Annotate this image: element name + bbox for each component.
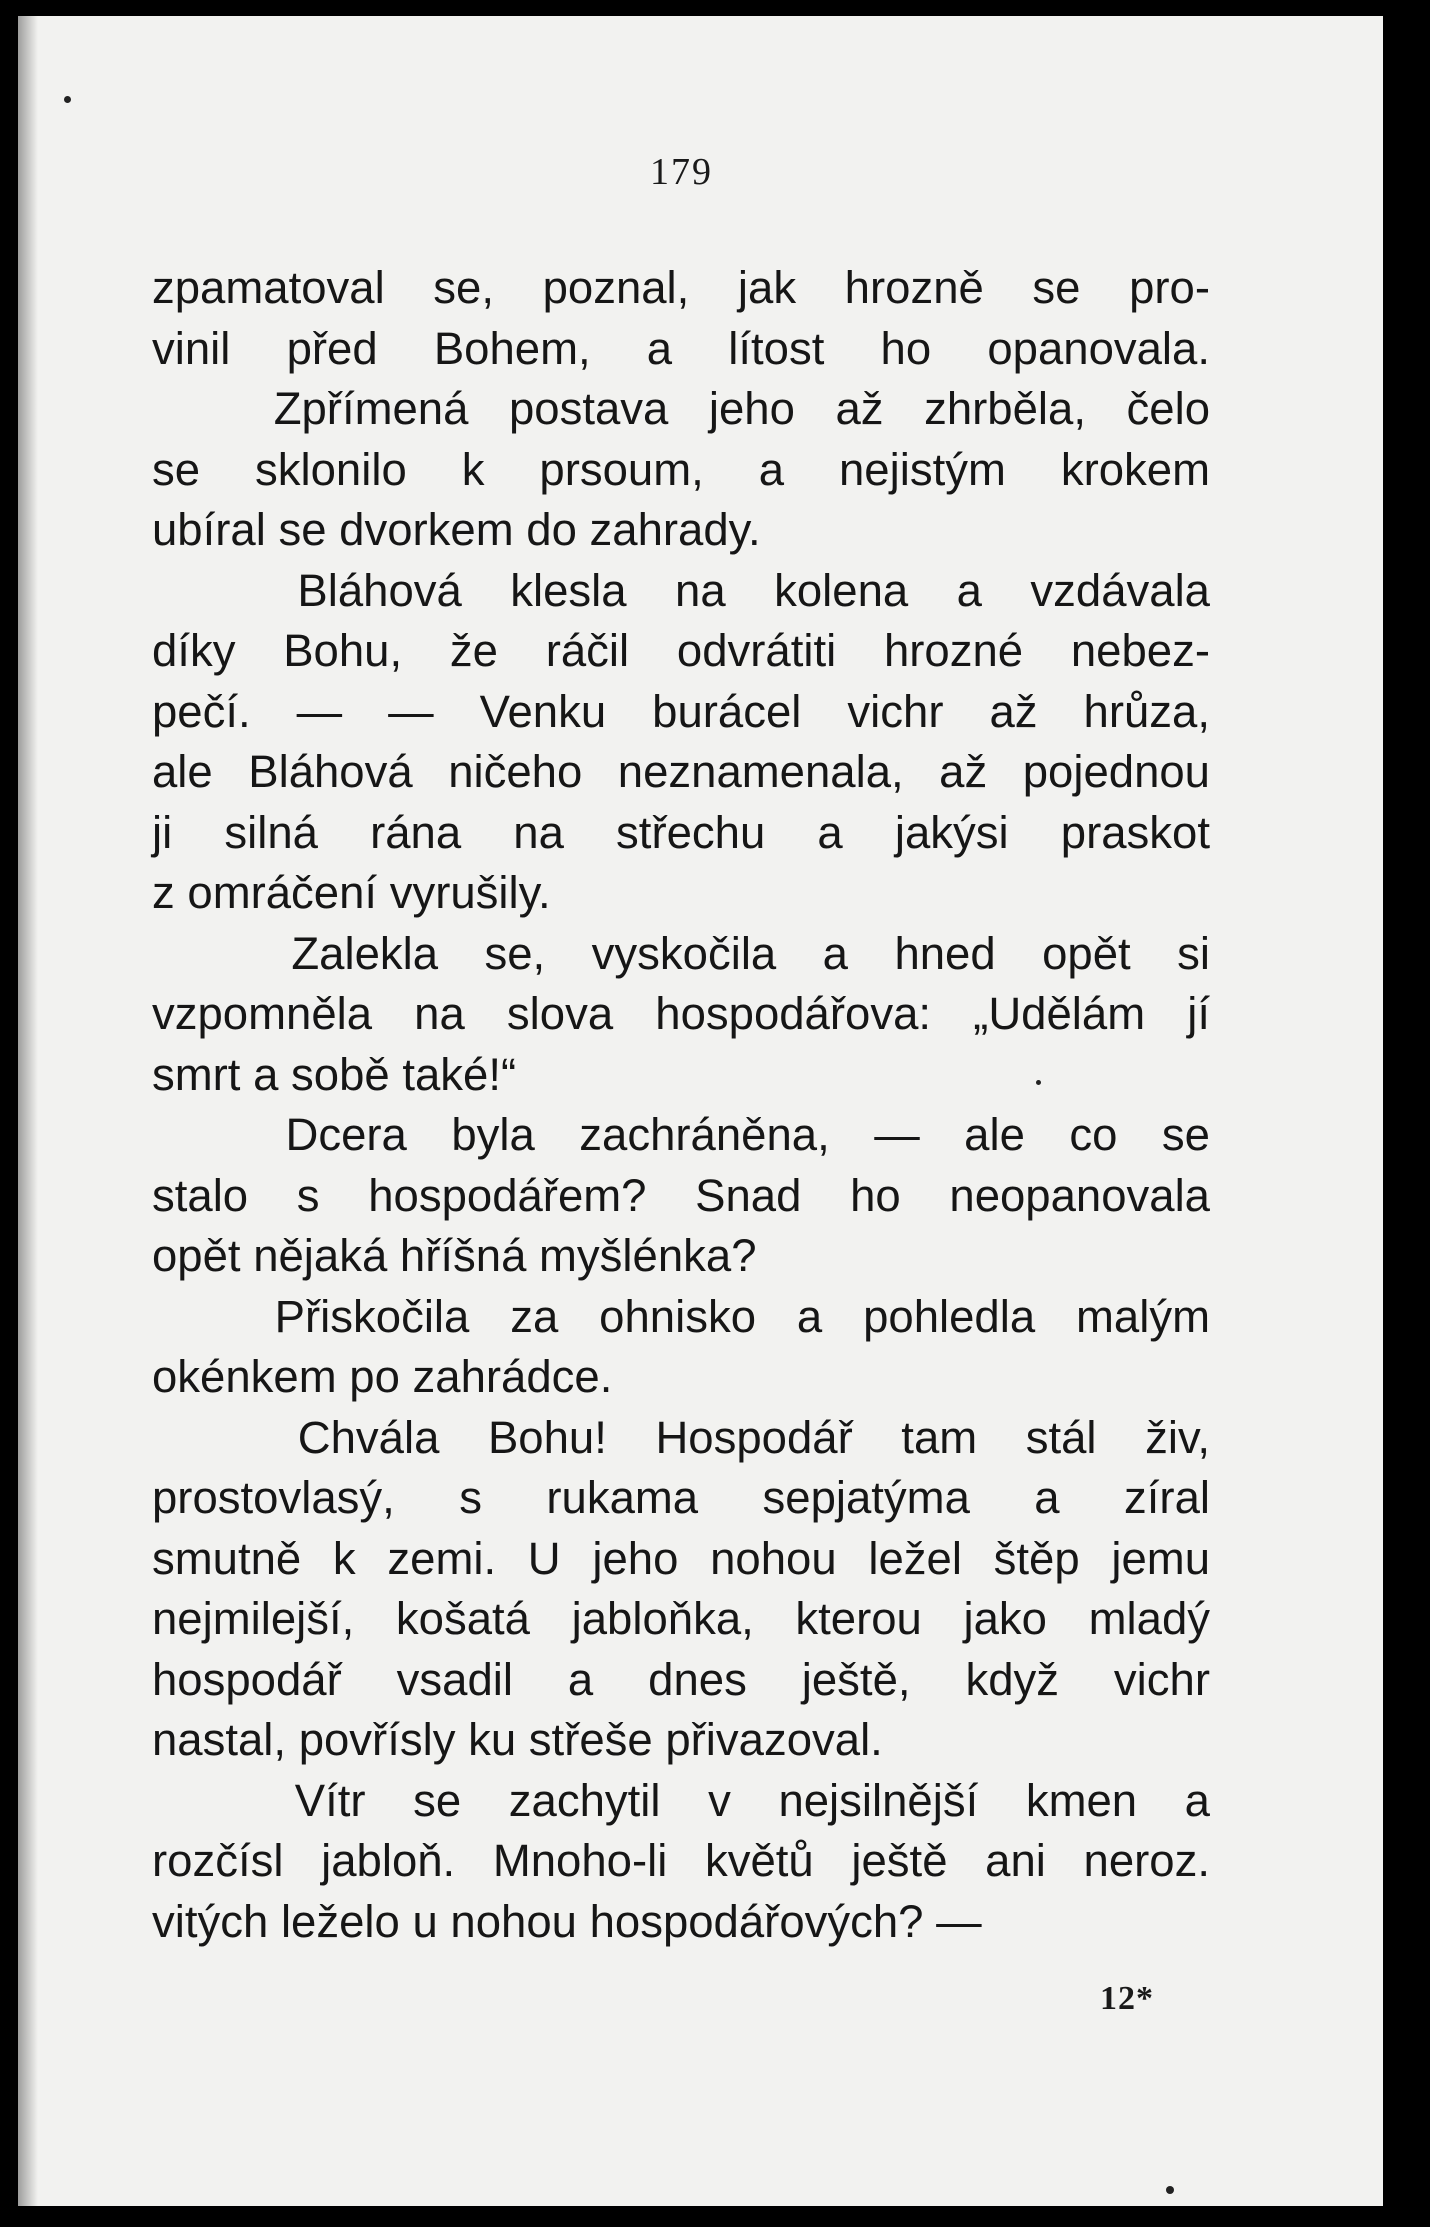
text-line: Přiskočila za ohnisko a pohledla malým [152,1290,1210,1342]
text-line: vitých leželo u nohou hospodářových? — [152,1895,982,1947]
page-gutter-shadow [18,16,38,2206]
text-line: zpamatoval se, poznal, jak hrozně se pro- [152,262,1210,313]
text-line: rozčísl jabloň. Mnoho-li květů ještě ani neroz. [152,1835,1210,1886]
text-line: se sklonilo k prsoum, a nejistým krokem [152,443,1210,495]
text-line: Vítr se zachytil v nejsilnější kmen a [152,1774,1210,1826]
text-line: Dcera byla zachráněna, — ale co se [152,1109,1210,1160]
text-line: ale Bláhová ničeho neznamenala, až pojednou [152,746,1210,797]
text-line: opět nějaká hříšná myšlénka? [152,1230,757,1281]
text-line: nejmilejší, košatá jabloňka, kterou jako mladý [152,1593,1210,1644]
text-line: Chvála Bohu! Hospodář tam stál živ, [152,1411,1210,1463]
text-line: prostovlasý, s rukama sepjatýma a zíral [152,1472,1210,1523]
text-line: smutně k zemi. U jeho nohou ležel štěp jemu [152,1532,1210,1584]
text-line: ubíral se dvorkem do zahrady. [152,504,761,555]
text-line: vinil před Bohem, a lítost ho opanovala. [152,322,1210,374]
text-line: vzpomněla na slova hospodářova: „Udělám jí [152,988,1210,1039]
text-line: Zpřímená postava jeho až zhrběla, čelo [152,383,1210,434]
text-line: z omráčení vyrušily. [152,867,551,918]
text-line: Zalekla se, vyskočila a hned opět si [152,927,1210,979]
text-line: pečí. — — Venku burácel vichr až hrůza, [152,685,1210,737]
text-line: ji silná rána na střechu a jakýsi praskot [152,806,1210,858]
text-line: nastal, povřísly ku střeše přivazoval. [152,1714,883,1765]
text-line: hospodář vsadil a dnes ještě, když vichr [152,1653,1210,1705]
text-line: smrt a sobě také!“ [152,1048,517,1100]
text-line: Bláhová klesla na kolena a vzdávala [152,564,1210,616]
body-text [152,258,1210,1952]
signature-mark: 12* [1100,1980,1154,2017]
text-line: okénkem po zahrádce. [152,1351,613,1402]
text-line: díky Bohu, že ráčil odvrátiti hrozné nebez- [152,625,1210,676]
speck-mark [64,96,71,103]
page-number: 179 [650,151,713,193]
text-line: stalo s hospodářem? Snad ho neopanovala [152,1169,1210,1221]
speck-mark [1166,2186,1174,2194]
